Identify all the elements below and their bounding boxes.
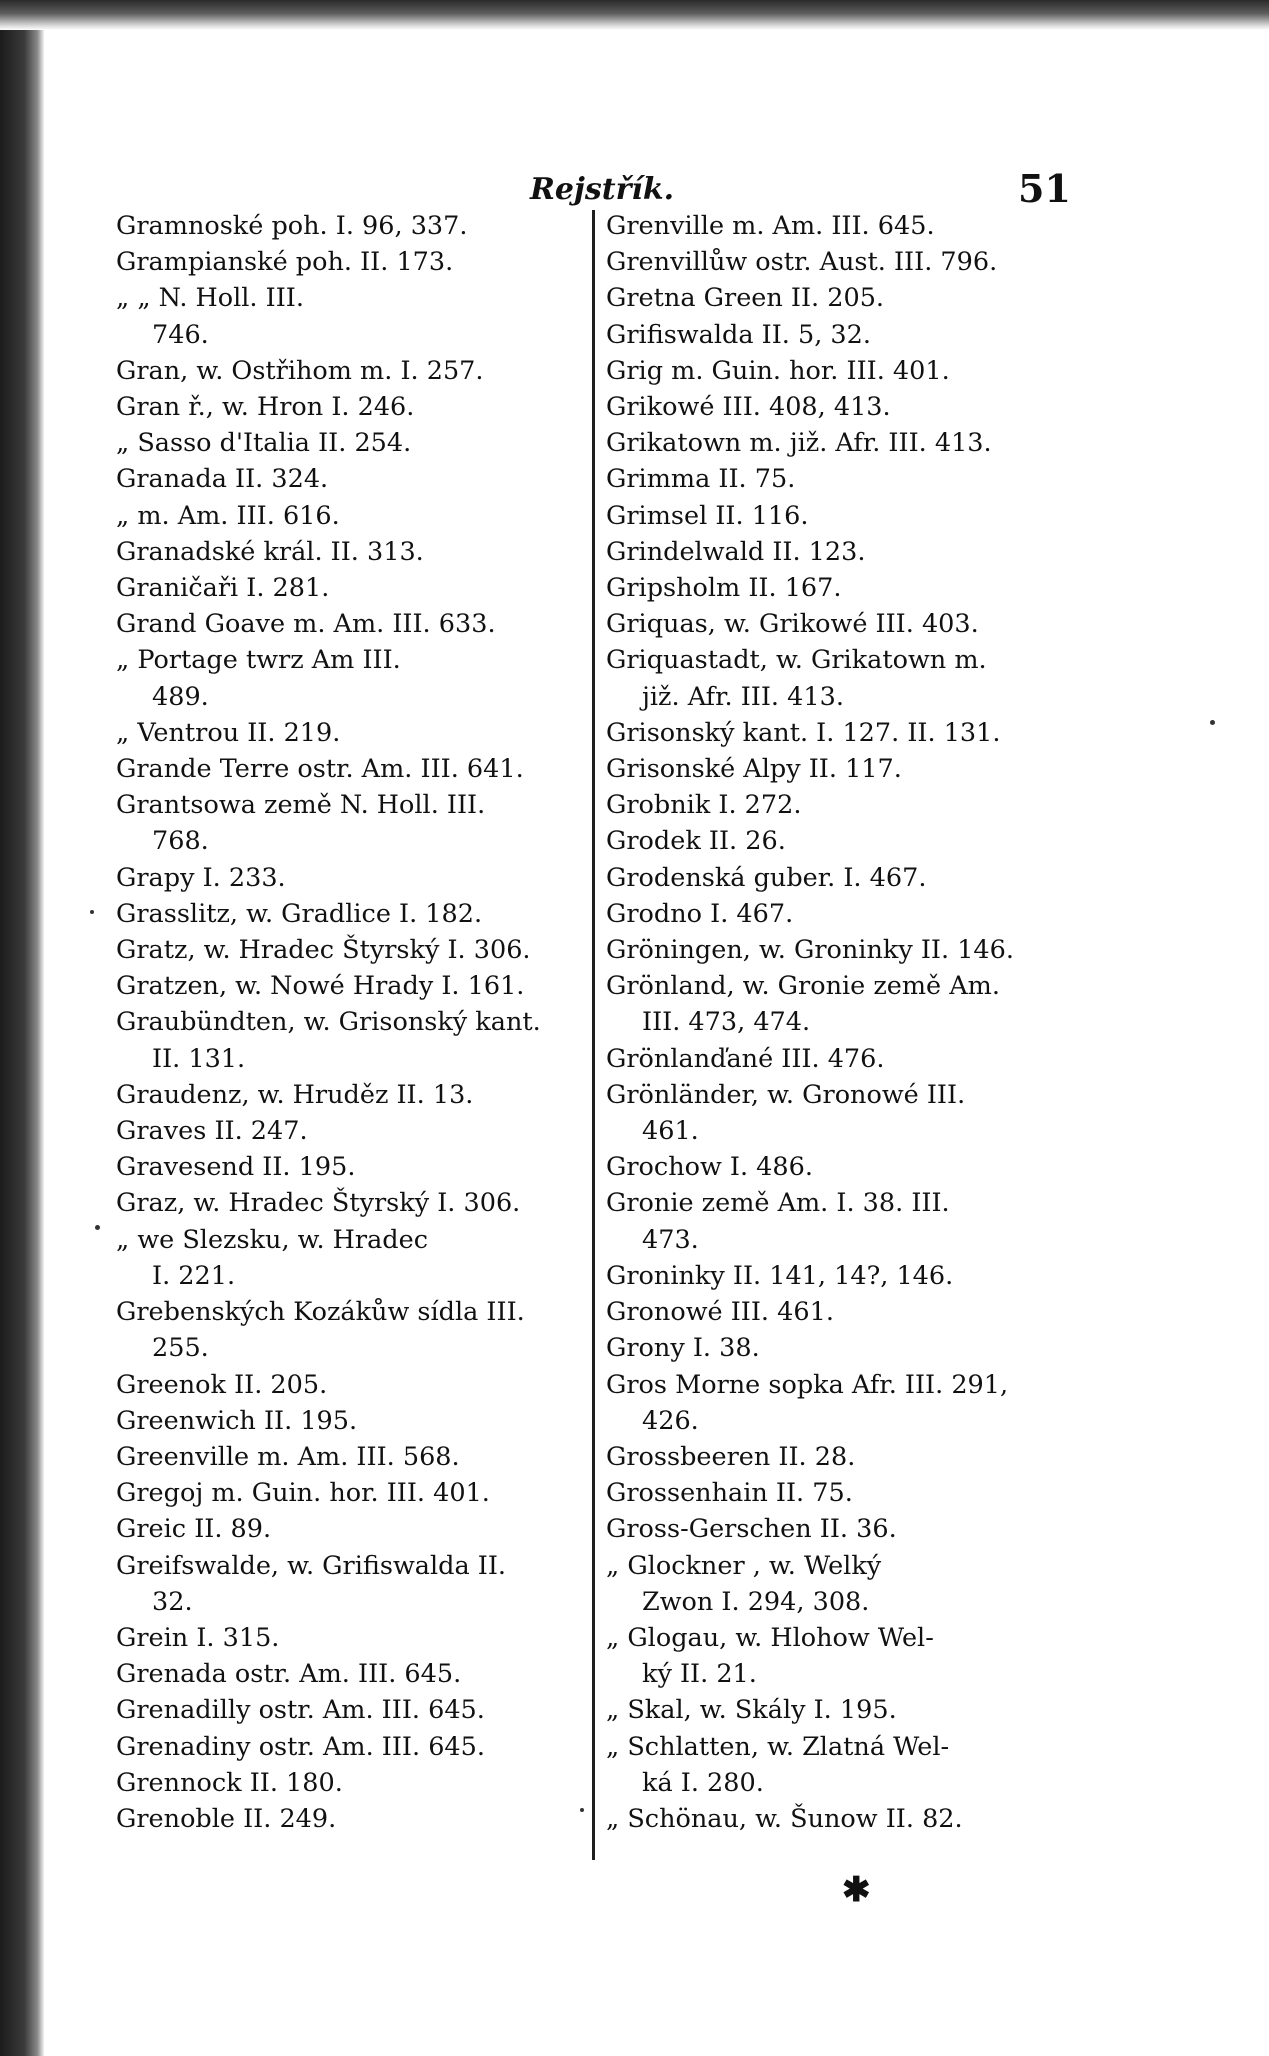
index-entry [606, 570, 1076, 606]
index-entry [116, 1765, 586, 1801]
index-entry [606, 715, 1076, 751]
index-entry-line: Grisonské Alpy II. 117. [606, 754, 902, 785]
index-entry-line: Grodenská guber. I. 467. [606, 862, 927, 893]
index-entry [606, 1258, 1076, 1294]
index-entry [606, 1692, 1076, 1728]
index-entry-line: Grisonský kant. I. 127. II. 131. [606, 717, 1001, 748]
index-entry-line: Grampianské poh. II. 173. [116, 247, 454, 278]
index-entry [606, 389, 1076, 425]
index-entry [116, 389, 586, 425]
index-entry-line: Grenadiny ostr. Am. III. 645. [116, 1731, 485, 1762]
index-entry [116, 353, 586, 389]
index-entry [606, 1548, 1076, 1620]
index-entry-continuation: ká I. 280. [642, 1767, 764, 1798]
index-entry [116, 1113, 586, 1149]
index-entry-line: Gregoj m. Guin. hor. III. 401. [116, 1478, 490, 1509]
index-entry [606, 896, 1076, 932]
index-entry-continuation: 255. [152, 1333, 209, 1364]
index-entry-line: Gramnoské poh. I. 96, 337. [116, 211, 468, 241]
index-entry-line: Grande Terre ostr. Am. III. 641. [116, 754, 524, 785]
index-entry-line: Grig m. Guin. hor. III. 401. [606, 355, 950, 386]
index-entry [116, 498, 586, 534]
index-entry-line: Grönland, w. Gronie země Am. [606, 971, 1000, 1002]
index-entry [606, 534, 1076, 570]
book-page [60, 30, 1265, 2050]
index-entry [606, 1077, 1076, 1149]
index-entry [606, 1511, 1076, 1547]
index-entry-line: Greenwich II. 195. [116, 1405, 358, 1436]
index-entry [116, 1548, 586, 1620]
index-entry-continuation: I. 221. [152, 1260, 236, 1291]
running-title: Rejstřík. [530, 172, 675, 207]
index-entry-line: Graz, w. Hradec Štyrský I. 306. [116, 1188, 521, 1219]
index-entry [606, 1620, 1076, 1692]
index-entry-continuation: 768. [152, 826, 209, 857]
index-entry [606, 1294, 1076, 1330]
index-entry-line: Gronie země Am. I. 38. III. [606, 1188, 950, 1219]
index-entry [116, 1475, 586, 1511]
index-entry-line: Gran, w. Ostřihom m. I. 257. [116, 355, 484, 386]
index-entry [116, 1294, 586, 1366]
index-entry-continuation: 426. [642, 1405, 699, 1436]
index-entry [606, 425, 1076, 461]
index-entry [116, 1801, 586, 1837]
index-entry-line: Graves II. 247. [116, 1116, 308, 1147]
index-entry-line: Grossbeeren II. 28. [606, 1441, 856, 1472]
index-entry [606, 498, 1076, 534]
index-entry-line: Gran ř., w. Hron I. 246. [116, 392, 415, 423]
index-entry-continuation: Zwon I. 294, 308. [642, 1586, 870, 1617]
index-entry-line: Grodek II. 26. [606, 826, 786, 857]
index-entry-line: Grönlanďané III. 476. [606, 1043, 885, 1074]
index-entry [116, 1692, 586, 1728]
index-entry-line: „ „ N. Holl. III. [116, 283, 304, 314]
index-column-left [116, 208, 586, 1837]
index-entry [116, 715, 586, 751]
column-divider [592, 210, 595, 1860]
scan-speck [95, 1225, 100, 1230]
index-entry-continuation: 461. [642, 1116, 699, 1147]
index-entry-continuation: 746. [152, 319, 209, 350]
running-header [60, 130, 1265, 211]
index-entry [116, 642, 586, 714]
index-entry-line: Grasslitz, w. Gradlice I. 182. [116, 898, 483, 929]
index-entry-line: Grenoble II. 249. [116, 1803, 337, 1834]
index-entry-line: Granada II. 324. [116, 464, 329, 495]
index-entry-line: Grifiswalda II. 5, 32. [606, 319, 871, 350]
index-entry [606, 1185, 1076, 1257]
index-entry-continuation: II. 131. [152, 1043, 246, 1074]
index-entry [116, 1077, 586, 1113]
scan-speck [90, 910, 94, 914]
end-ornament: ✱ [842, 1870, 871, 1910]
index-entry-line: „ we Slezsku, w. Hradec [116, 1224, 429, 1255]
index-entry [116, 1222, 586, 1294]
index-entry-continuation: 473. [642, 1224, 699, 1255]
index-entry [116, 208, 586, 244]
scan-speck [580, 1808, 584, 1812]
index-entry-line: Grein I. 315. [116, 1622, 280, 1653]
index-entry-line: Groninky II. 141, 14?, 146. [606, 1260, 954, 1291]
index-entry-line: Greenville m. Am. III. 568. [116, 1441, 460, 1472]
index-entry-continuation: III. 473, 474. [642, 1007, 811, 1038]
index-entry-line: Greic II. 89. [116, 1514, 272, 1545]
index-entry-line: Gronowé III. 461. [606, 1297, 834, 1328]
index-entry [606, 1330, 1076, 1366]
index-entry-line: Grönländer, w. Gronowé III. [606, 1079, 966, 1110]
index-entry [606, 823, 1076, 859]
index-entry [606, 1149, 1076, 1185]
index-entry-line: Grikatown m. již. Afr. III. 413. [606, 428, 992, 459]
index-entry-line: Grantsowa země N. Holl. III. [116, 790, 486, 821]
index-entry [116, 606, 586, 642]
index-entry [606, 1475, 1076, 1511]
index-entry [116, 1729, 586, 1765]
index-entry [116, 1149, 586, 1185]
index-entry [606, 606, 1076, 642]
index-entry-line: Grimma II. 75. [606, 464, 796, 495]
index-entry-line: Grapy I. 233. [116, 862, 286, 893]
index-entry-line: Grochow I. 486. [606, 1152, 813, 1183]
index-entry-line: „ Skal, w. Skály I. 195. [606, 1695, 897, 1726]
index-entry [116, 425, 586, 461]
index-entry-line: Graničaři I. 281. [116, 573, 330, 604]
index-entry [116, 1439, 586, 1475]
index-entry-line: Grimsel II. 116. [606, 500, 809, 531]
index-entry-line: „ Schönau, w. Šunow II. 82. [606, 1803, 963, 1834]
index-entry-line: Grand Goave m. Am. III. 633. [116, 609, 496, 640]
index-entry [116, 461, 586, 497]
index-entry-continuation: 32. [152, 1586, 193, 1617]
index-entry [116, 932, 586, 968]
index-entry-continuation: ký II. 21. [642, 1659, 757, 1690]
scan-speck [1210, 720, 1215, 725]
index-entry [116, 1004, 586, 1076]
index-entry-line: Gros Morne sopka Afr. III. 291, [606, 1369, 1009, 1400]
index-entry [116, 787, 586, 859]
index-entry [116, 751, 586, 787]
index-entry-line: „ Schlatten, w. Zlatná Wel- [606, 1731, 950, 1762]
index-entry-line: Graudenz, w. Hruděz II. 13. [116, 1079, 474, 1110]
index-entry-line: Gretna Green II. 205. [606, 283, 885, 314]
index-entry [606, 280, 1076, 316]
index-entry-line: Gripsholm II. 167. [606, 573, 842, 604]
index-entry-line: Grennock II. 180. [116, 1767, 343, 1798]
index-entry-line: Graubündten, w. Grisonský kant. [116, 1007, 541, 1038]
index-entry-line: Grebenských Kozákůw sídla III. [116, 1297, 525, 1328]
index-entry [116, 1403, 586, 1439]
index-entry-line: „ Portage twrz Am III. [116, 645, 401, 676]
index-entry-line: „ m. Am. III. 616. [116, 500, 340, 531]
index-column-right [606, 208, 1076, 1837]
index-entry-line: „ Glogau, w. Hlohow Wel- [606, 1622, 934, 1653]
index-entry-line: Grikowé III. 408, 413. [606, 392, 891, 423]
index-entry [116, 280, 586, 352]
index-entry [606, 1041, 1076, 1077]
page-number: 51 [1018, 166, 1071, 211]
index-entry-line: Gratzen, w. Nowé Hrady I. 161. [116, 971, 525, 1002]
index-entry-line: Granadské král. II. 313. [116, 536, 424, 567]
index-entry [606, 860, 1076, 896]
index-entry [606, 932, 1076, 968]
index-entry [606, 353, 1076, 389]
index-entry-line: Grenville m. Am. III. 645. [606, 211, 935, 241]
index-entry [116, 244, 586, 280]
index-entry [116, 860, 586, 896]
index-entry-line: Grodno I. 467. [606, 898, 794, 929]
index-entry-line: Grindelwald II. 123. [606, 536, 866, 567]
index-entry [116, 534, 586, 570]
index-entry [606, 208, 1076, 244]
scan-shadow-top [0, 0, 1269, 30]
index-entry [606, 1367, 1076, 1439]
index-entry-line: Greifswalde, w. Grifiswalda II. [116, 1550, 507, 1581]
index-entry [116, 968, 586, 1004]
index-entry-continuation: 489. [152, 681, 209, 712]
index-entry [116, 1511, 586, 1547]
index-entry [606, 1801, 1076, 1837]
index-entry [606, 317, 1076, 353]
index-entry-line: Gröningen, w. Groninky II. 146. [606, 935, 1014, 966]
index-entry-line: „ Ventrou II. 219. [116, 717, 341, 748]
index-entry-line: Gravesend II. 195. [116, 1152, 356, 1183]
index-entry-line: Grenadilly ostr. Am. III. 645. [116, 1695, 485, 1726]
index-entry [116, 1185, 586, 1221]
index-entry [606, 968, 1076, 1040]
index-entry-line: Griquastadt, w. Grikatown m. [606, 645, 987, 676]
index-entry-line: Gross-Gerschen II. 36. [606, 1514, 897, 1545]
index-entry [606, 244, 1076, 280]
index-entry [606, 787, 1076, 823]
index-entry [606, 751, 1076, 787]
index-entry-line: Griquas, w. Grikowé III. 403. [606, 609, 979, 640]
index-entry-line: Grenvillůw ostr. Aust. III. 796. [606, 247, 998, 278]
index-entry-continuation: již. Afr. III. 413. [642, 681, 844, 712]
index-entry [116, 1367, 586, 1403]
index-entry-line: „ Glockner , w. Welký [606, 1550, 882, 1581]
index-entry-line: Grony I. 38. [606, 1333, 760, 1364]
index-entry [116, 570, 586, 606]
index-entry [606, 461, 1076, 497]
index-entry-line: Grobnik I. 272. [606, 790, 802, 821]
index-entry [606, 642, 1076, 714]
index-entry [116, 896, 586, 932]
index-entry-line: Gratz, w. Hradec Štyrský I. 306. [116, 935, 531, 966]
index-entry-line: Grossenhain II. 75. [606, 1478, 853, 1509]
index-entry [606, 1439, 1076, 1475]
index-entry [606, 1729, 1076, 1801]
index-entry [116, 1620, 586, 1656]
index-entry-line: „ Sasso d'Italia II. 254. [116, 428, 412, 459]
scan-shadow-left [0, 0, 44, 2056]
index-entry-line: Greenok II. 205. [116, 1369, 328, 1400]
index-entry-line: Grenada ostr. Am. III. 645. [116, 1659, 462, 1690]
index-entry [116, 1656, 586, 1692]
